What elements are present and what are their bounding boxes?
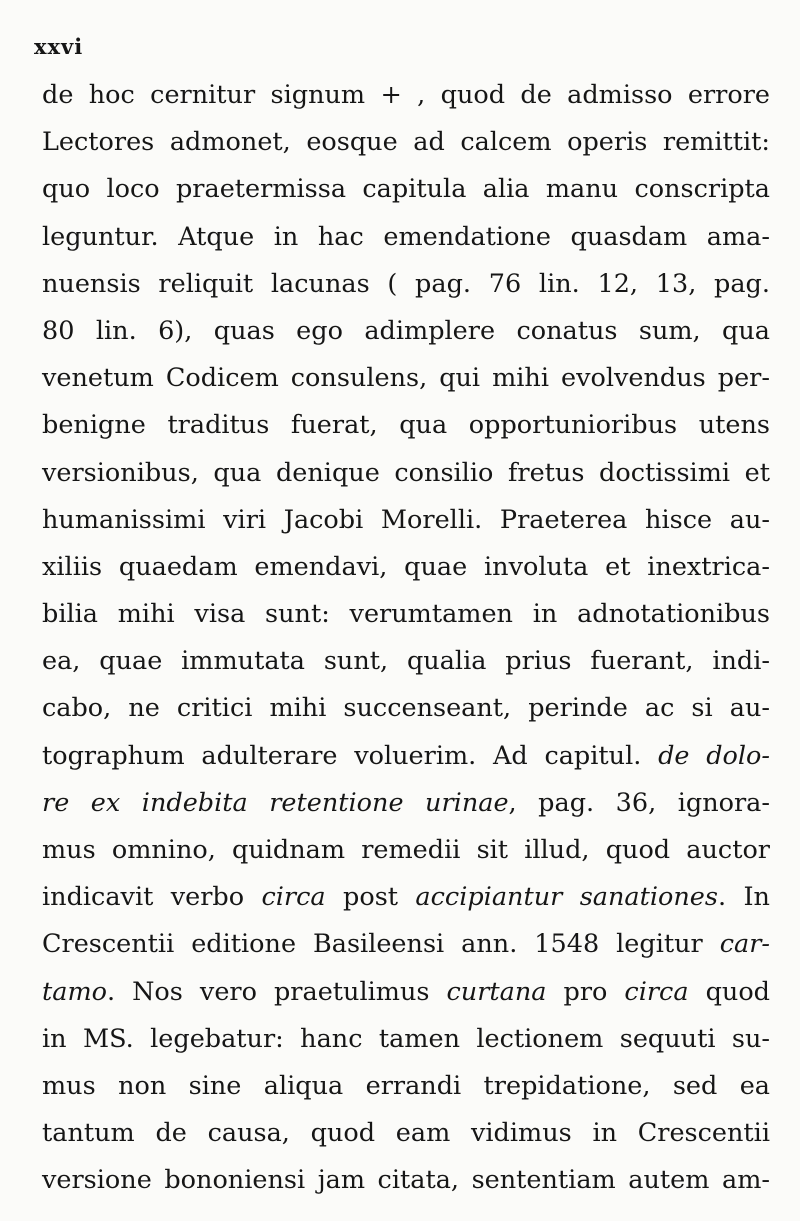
page-number: xxvi	[34, 34, 84, 59]
italic-text: car-	[719, 929, 770, 960]
text-segment: tographum adulterare voluerim. Ad capitul.	[42, 740, 659, 771]
italic-text: circa	[624, 976, 689, 1007]
text-segment: de hoc cernitur signum + , quod de admisso errore	[42, 80, 770, 110]
text-line	[42, 591, 770, 638]
text-segment: humanissimi viri Jacobi Morelli. Praeterea hisce au-	[42, 504, 770, 535]
text-line	[42, 874, 770, 921]
text-segment: leguntur. Atque in hac emendatione quasdam ama-	[42, 221, 770, 252]
text-segment: versionibus, qua denique consilio fretus doctissimi et	[42, 457, 770, 488]
text-line	[42, 308, 770, 355]
text-segment: 80 lin. 6), quas ego adimplere conatus sum, qua	[42, 315, 770, 346]
text-line	[42, 921, 770, 968]
text-line	[42, 1016, 770, 1063]
text-segment: venetum Codicem consulens, qui mihi evolvendus per-	[42, 363, 770, 394]
text-segment: xiliis quaedam emendavi, quae involuta et inextrica-	[42, 551, 770, 582]
text-line	[42, 1157, 770, 1204]
text-line	[42, 214, 770, 261]
text-segment: bilia mihi visa sunt: verumtamen in adnotationibus	[42, 599, 770, 630]
text-segment: , pag. 36, ignora-	[508, 787, 770, 818]
text-line	[42, 1110, 770, 1157]
text-line	[42, 969, 770, 1016]
text-line	[42, 355, 770, 402]
text-segment: tantum de causa, quod eam vidimus in Crescentii	[42, 1118, 770, 1149]
text-segment: Lectores admonet, eosque ad calcem operis remittit:	[42, 127, 770, 158]
text-line	[42, 119, 770, 166]
text-segment: quo loco praetermissa capitula alia manu conscripta	[42, 174, 770, 205]
text-line	[42, 72, 770, 119]
text-segment: cabo, ne critici mihi succenseant, perinde ac si au-	[42, 693, 770, 724]
text-line	[42, 733, 770, 780]
text-line	[42, 402, 770, 449]
italic-text: tamo	[42, 976, 107, 1007]
text-segment: mus non sine aliqua errandi trepidatione, sed ea	[42, 1070, 770, 1101]
text-segment: in MS. legebatur: hanc tamen lectionem sequuti su-	[42, 1023, 770, 1054]
text-line	[42, 544, 770, 591]
text-line	[42, 685, 770, 732]
italic-text: circa	[261, 882, 326, 913]
text-segment: benigne traditus fuerat, qua opportunioribus utens	[42, 410, 770, 441]
text-segment: ea, quae immutata sunt, qualia prius fuerant, indi-	[42, 646, 770, 677]
italic-text: de dolo-	[658, 740, 770, 771]
italic-text: accipiantur sanationes	[415, 882, 718, 913]
text-segment: . In	[717, 882, 770, 913]
text-segment: versione bononiensi jam citata, sententiam autem am-	[42, 1165, 770, 1196]
text-segment: post	[325, 882, 416, 913]
body-text	[42, 72, 770, 1205]
text-segment: indicavit verbo	[42, 882, 262, 913]
text-segment: nuensis reliquit lacunas ( pag. 76 lin. 12, 13, pag.	[42, 268, 770, 299]
text-line	[42, 497, 770, 544]
text-segment: pro	[546, 976, 625, 1007]
text-line	[42, 780, 770, 827]
text-line	[42, 450, 770, 497]
text-segment: Crescentii editione Basileensi ann. 1548 legitur	[42, 929, 720, 960]
italic-text: re ex indebita retentione urinae	[42, 787, 509, 818]
text-line	[42, 166, 770, 213]
italic-text: curtana	[446, 976, 547, 1007]
text-line	[42, 1063, 770, 1110]
text-line	[42, 261, 770, 308]
text-segment: quod	[688, 976, 771, 1007]
text-segment: mus omnino, quidnam remedii sit illud, quod auctor	[42, 835, 770, 865]
text-line	[42, 638, 770, 685]
text-segment: . Nos vero praetulimus	[106, 976, 447, 1007]
text-line	[42, 827, 770, 874]
